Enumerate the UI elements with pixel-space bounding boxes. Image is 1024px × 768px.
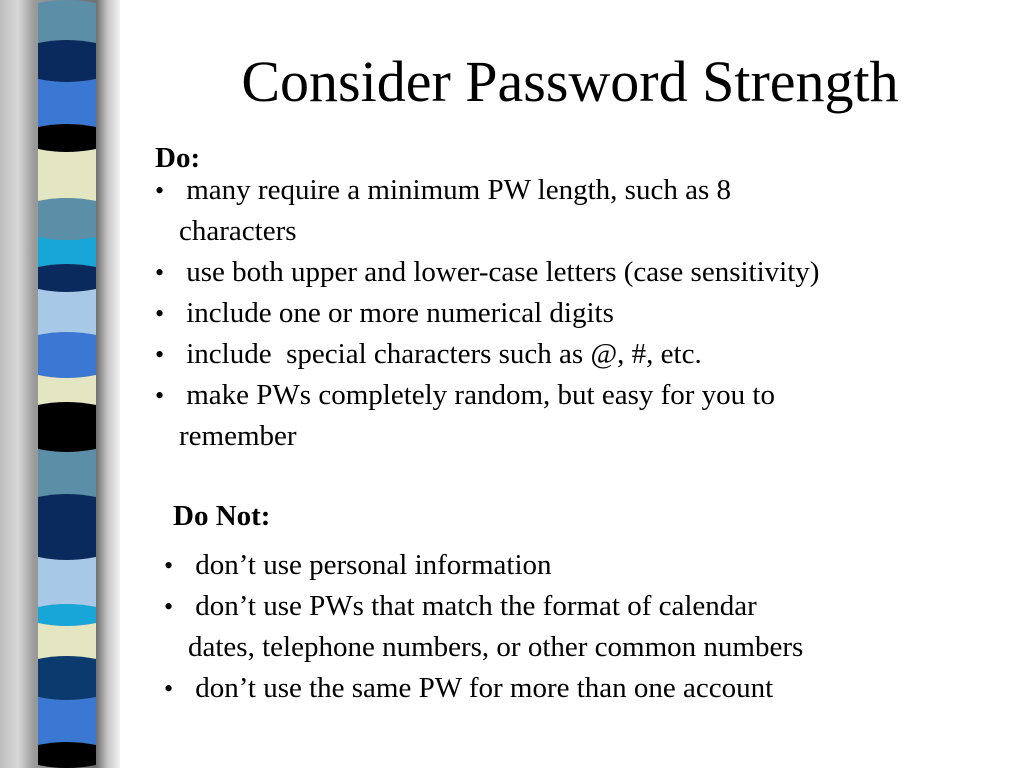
do-item [155,375,995,457]
donot-item-text: don’t use the same PW for more than one account [188,672,774,704]
do-item [155,252,995,293]
donot-item-text: don’t use PWs that match the format of calendar [188,590,757,622]
slide-title: Consider Password Strength [241,49,899,114]
stripe-band [38,9,96,43]
stripe-band [38,332,96,378]
donot-item-text: don’t use personal information [188,549,552,581]
donot-heading: Do Not: [173,500,271,532]
do-heading: Do: [155,142,201,174]
stripe-band [38,237,96,267]
do-item [155,170,995,252]
donot-item [164,586,1004,668]
donot-list [164,545,1004,709]
stripe-band [38,198,96,240]
donot-item [164,668,1004,709]
decorative-stripe [0,0,120,768]
stripe-band [38,494,96,560]
stripe-band [38,557,96,607]
do-item-text: many require a minimum PW length, such as 8 [179,174,731,206]
bullet: • [155,299,165,328]
bullet: • [164,551,174,580]
bullet: • [155,381,165,410]
stripe-band [38,656,96,700]
bullet: • [155,258,165,287]
stripe-band [38,449,96,497]
stripe-band [38,149,96,201]
do-item-text-cont: remember [179,420,297,452]
bullet: • [155,176,165,205]
do-item-text: use both upper and lower-case letters (case sensitivity) [179,256,820,288]
stripe-band [38,604,96,626]
stripe-band [38,742,96,768]
donot-item-text-cont: dates, telephone numbers, or other common numbers [188,631,804,663]
bullet: • [164,592,174,621]
stripe-band [38,264,96,292]
do-item [155,334,995,375]
do-item-text-cont: characters [179,215,297,247]
do-item [155,293,995,334]
stripe-band [38,375,96,405]
stripe-band [38,697,96,745]
stripe-band [38,402,96,452]
stripe-band [38,623,96,659]
stripe-band [38,124,96,152]
stripe-band [38,0,96,12]
do-item-text: include special characters such as @, #, etc. [179,338,702,370]
donot-item [164,545,1004,586]
do-item-text: make PWs completely random, but easy for you to [179,379,775,411]
stripe-band [38,40,96,82]
bullet: • [164,674,174,703]
do-item-text: include one or more numerical digits [179,297,614,329]
stripe-band [38,79,96,127]
bullet: • [155,340,165,369]
do-list [155,170,995,457]
stripe-band [38,289,96,335]
